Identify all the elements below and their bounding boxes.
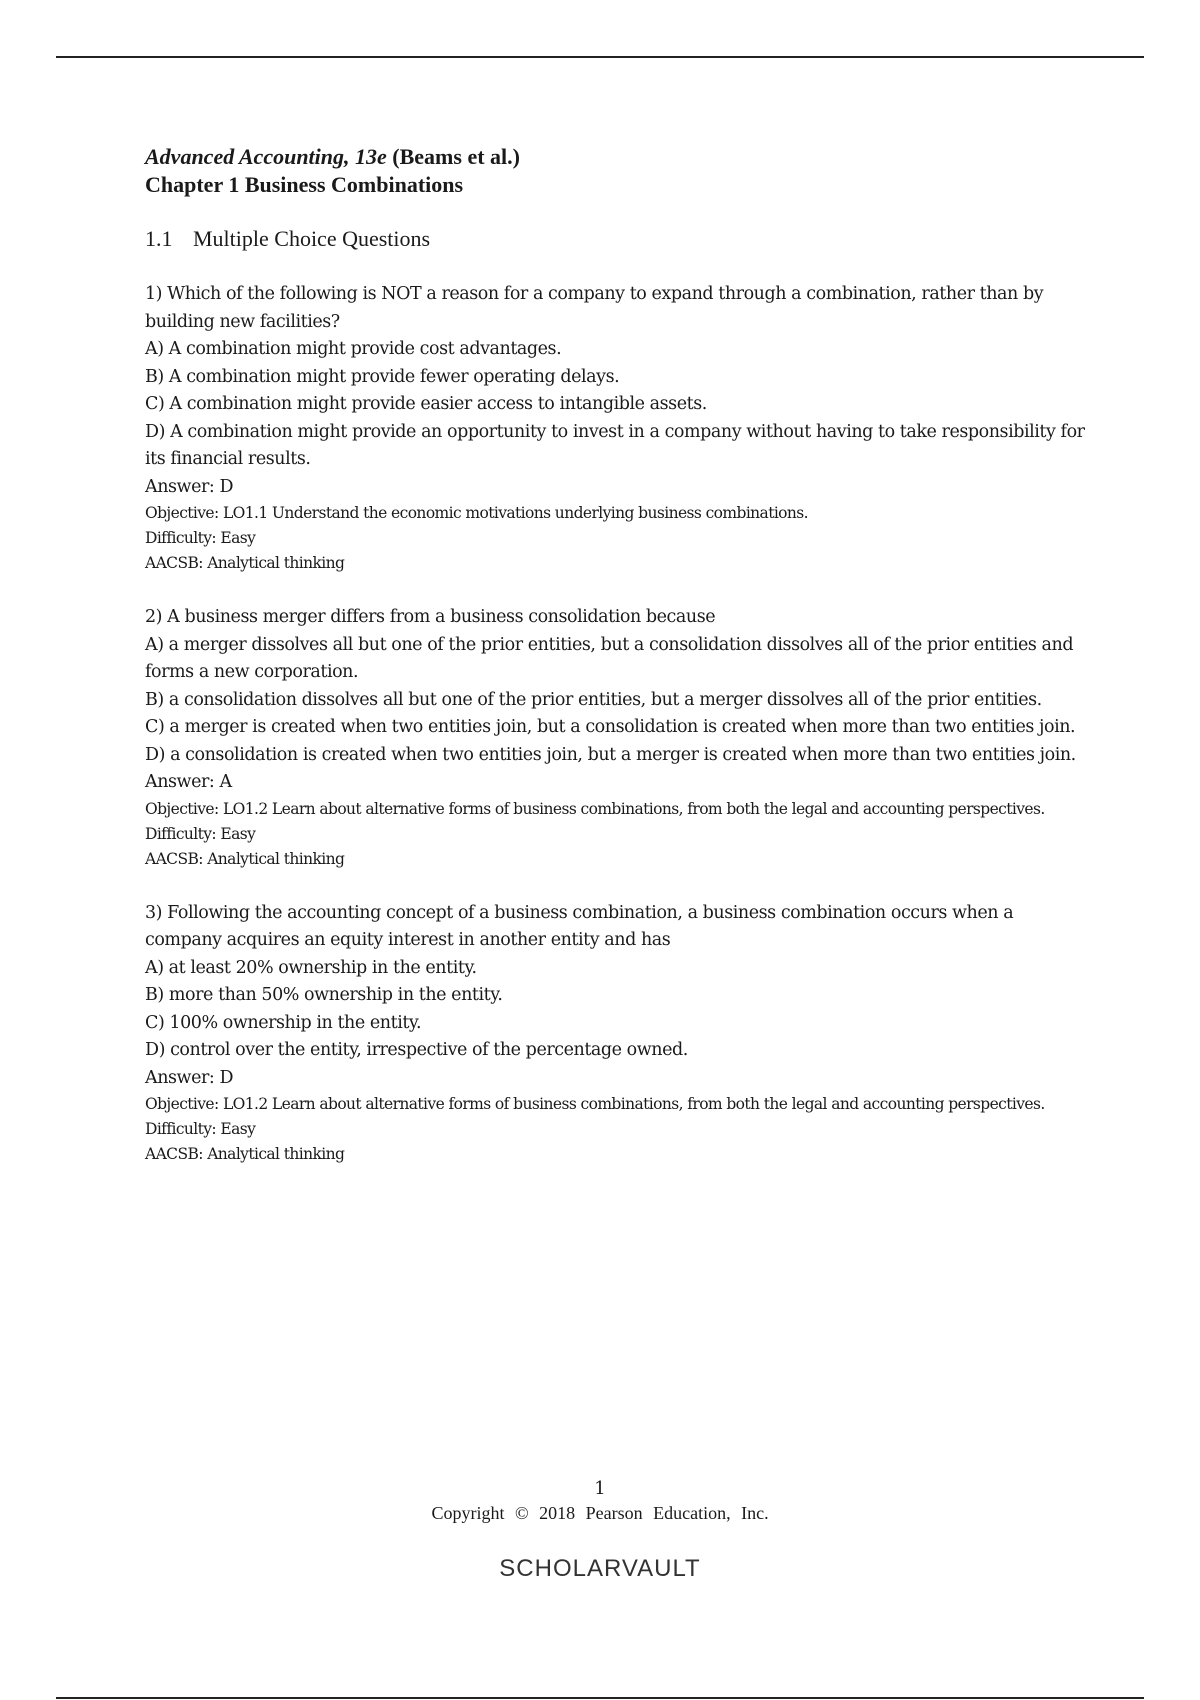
answer-option-b: B) A combination might provide fewer operating delays. [145, 366, 620, 387]
aacsb-tag: AACSB: Analytical thinking [145, 554, 345, 572]
answer-option-a: A) at least 20% ownership in the entity. [145, 957, 477, 978]
answer-option-a: A) a merger dissolves all but one of the prior entities, but a consolidation dissolves all of the prior entities and forms a new corporation. [145, 634, 1074, 682]
copyright-notice: Copyright © 2018 Pearson Education, Inc. [431, 1503, 769, 1523]
section-heading [145, 225, 1085, 253]
question-text: 2) A business merger differs from a business consolidation because [145, 607, 716, 627]
answer-option-d: D) a consolidation is created when two entities join, but a merger is created when more than two entities join. [145, 744, 1076, 765]
correct-answer: Answer: D [145, 1067, 234, 1088]
question-3 [145, 900, 1085, 1168]
section-title: Multiple Choice Questions [193, 226, 431, 251]
section-number: 1.1 [145, 226, 173, 251]
page-content [145, 143, 1085, 1167]
watermark: SCHOLARVAULT [499, 1555, 701, 1582]
answer-option-c: C) a merger is created when two entities join, but a consolidation is created when more than two entities join. [145, 717, 1076, 737]
top-rule [56, 56, 1144, 58]
answer-option-d: D) control over the entity, irrespective of the percentage owned. [145, 1040, 688, 1060]
aacsb-tag: AACSB: Analytical thinking [145, 849, 345, 868]
bottom-rule [56, 1697, 1144, 1699]
answer-option-a: A) A combination might provide cost advantages. [145, 339, 562, 359]
question-text: 1) Which of the following is NOT a reason for a company to expand through a combination, rather than by building new facilities? [145, 284, 1044, 332]
answer-option-d: D) A combination might provide an opportunity to invest in a company without having to take responsibility for its financial results. [145, 421, 1085, 469]
difficulty-level: Difficulty: Easy [145, 529, 256, 547]
question-1 [145, 281, 1085, 576]
learning-objective: Objective: LO1.2 Learn about alternative forms of business combinations, from both the legal and accounting perspectives. [145, 1095, 1045, 1113]
answer-option-c: C) A combination might provide easier access to intangible assets. [145, 394, 707, 414]
difficulty-level: Difficulty: Easy [145, 824, 256, 843]
watermark-clip [0, 1555, 1200, 1582]
answer-option-c: C) 100% ownership in the entity. [145, 1012, 422, 1033]
book-authors: (Beams et al.) [386, 144, 520, 169]
page-footer [0, 1477, 1200, 1525]
book-title-text: Advanced Accounting, 13e [145, 144, 387, 169]
book-title [145, 143, 1085, 171]
difficulty-level: Difficulty: Easy [145, 1120, 256, 1138]
question-text: 3) Following the accounting concept of a business combination, a business combination occurs when a company acquires an equity interest in another entity and has [145, 902, 1014, 950]
correct-answer: Answer: A [145, 772, 232, 792]
aacsb-tag: AACSB: Analytical thinking [145, 1145, 345, 1163]
correct-answer: Answer: D [145, 476, 234, 497]
chapter-title: Chapter 1 Business Combinations [145, 172, 464, 197]
question-2 [145, 604, 1085, 872]
answer-option-b: B) more than 50% ownership in the entity. [145, 985, 503, 1005]
answer-option-b: B) a consolidation dissolves all but one of the prior entities, but a merger dissolves all of the prior entities. [145, 689, 1042, 710]
learning-objective: Objective: LO1.1 Understand the economic motivations underlying business combinations. [145, 504, 808, 522]
page-number: 1 [594, 1478, 606, 1499]
learning-objective: Objective: LO1.2 Learn about alternative forms of business combinations, from both the legal and accounting perspectives. [145, 799, 1045, 818]
